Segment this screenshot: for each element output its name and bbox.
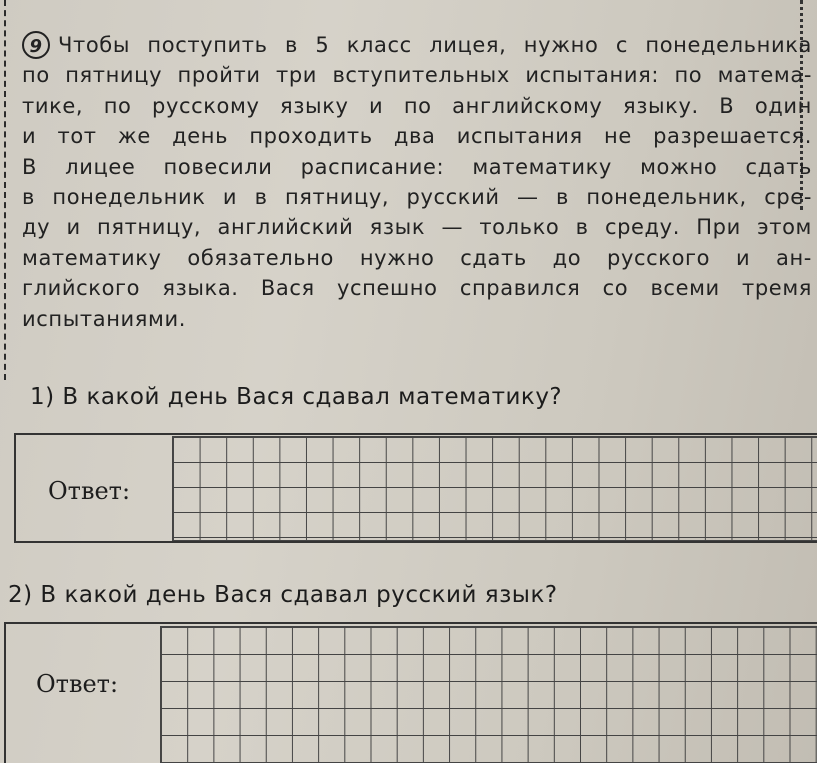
problem-line: Чтобы поступить в 5 класс лицея, нужно с понедельника	[58, 33, 812, 57]
question-1: 1) В какой день Вася сдавал математику?	[30, 384, 563, 410]
problem-line: глийского языка. Вася успешно справился со всеми тремя	[22, 276, 812, 301]
problem-line: В лицее повесили расписание: математику можно сдать	[22, 154, 812, 179]
problem-statement	[22, 30, 812, 334]
answer-label-1: Ответ:	[48, 477, 131, 505]
problem-number-badge: 9	[22, 31, 50, 59]
answer-grid-1[interactable]	[172, 436, 817, 541]
answer-grid-2[interactable]	[160, 626, 817, 763]
question-2: 2) В какой день Вася сдавал русский язык?	[8, 582, 558, 608]
problem-line: испытаниями.	[22, 306, 186, 331]
answer-label-2: Ответ:	[36, 670, 119, 698]
dashed-cut-line	[4, 0, 6, 380]
problem-line: и тот же день проходить два испытания не разрешается.	[22, 124, 812, 149]
problem-line: ду и пятницу, английский язык — только в среду. При этом	[22, 215, 812, 240]
problem-line: тике, по русскому языку и по английскому языку. В один	[22, 93, 812, 118]
problem-line: в понедельник и в пятницу, русский — в понедельник, сре-	[22, 185, 812, 210]
problem-line: математику обязательно нужно сдать до русского и ан-	[22, 245, 812, 270]
problem-line: по пятницу пройти три вступительных испытания: по матема-	[22, 63, 812, 88]
